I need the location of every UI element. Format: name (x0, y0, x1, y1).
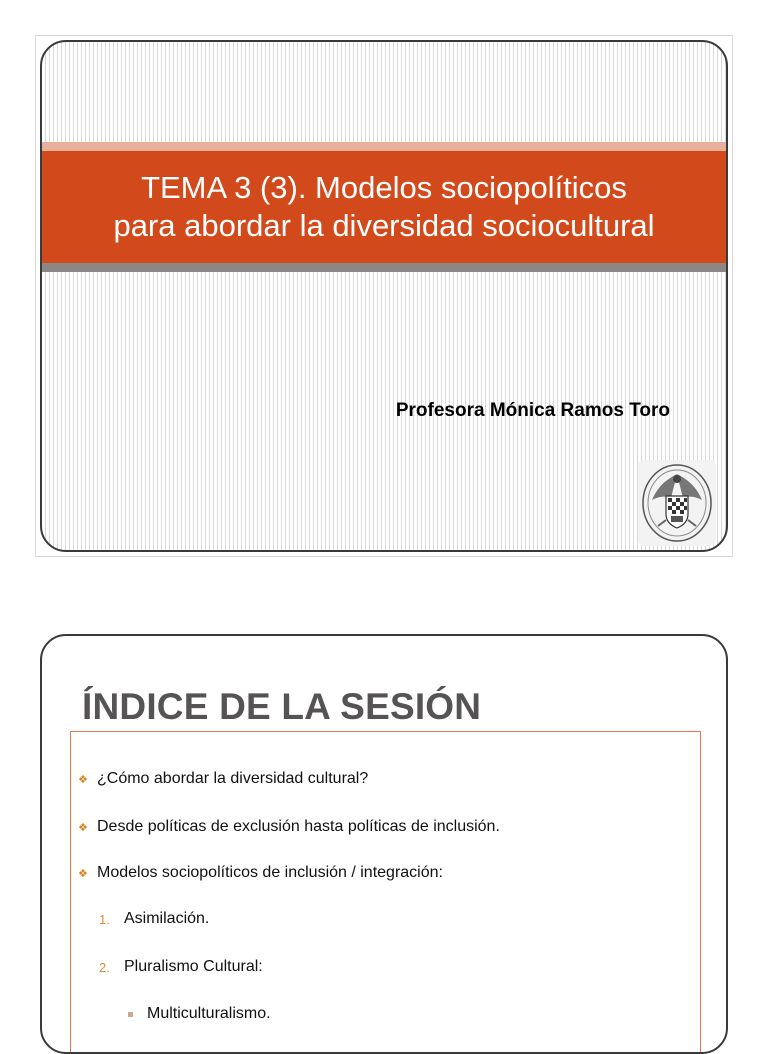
list-item-text: Pluralismo Cultural: (124, 958, 263, 975)
slide-2 (40, 634, 728, 1054)
list-item-text: Modelos sociopolíticos de inclusión / integración: (97, 864, 443, 881)
list-item (78, 770, 368, 788)
list-item (78, 818, 500, 836)
list-item-text: Multiculturalismo. (147, 1005, 271, 1022)
slide-title-line-1: TEMA 3 (3). Modelos sociopolíticos (141, 170, 627, 205)
list-number: 1. (99, 911, 110, 927)
list-item (78, 864, 443, 882)
index-heading: ÍNDICE DE LA SESIÓN (82, 686, 482, 727)
list-item-text: Asimilación. (124, 910, 210, 927)
slide-1 (40, 40, 728, 552)
numbered-item (99, 958, 263, 976)
diamond-bullet-icon: ❖ (78, 773, 88, 786)
presenter-name: Profesora Mónica Ramos Toro (395, 400, 670, 421)
title-bar-bottom-stripe (42, 263, 726, 272)
list-number: 2. (99, 959, 110, 975)
title-bar (42, 151, 726, 263)
numbered-item (99, 910, 209, 928)
diamond-bullet-icon: ❖ (78, 867, 88, 880)
university-seal-icon (638, 460, 716, 546)
list-item-text: Desde políticas de exclusión hasta políticas de inclusión. (97, 818, 500, 835)
square-bullet-icon (128, 1012, 133, 1017)
slide-title-line-2: para abordar la diversidad sociocultural (113, 208, 655, 243)
title-bar-top-stripe (42, 142, 726, 151)
list-item-text: ¿Cómo abordar la diversidad cultural? (97, 770, 369, 787)
sub-list-item (128, 1005, 271, 1023)
diamond-bullet-icon: ❖ (78, 821, 88, 834)
